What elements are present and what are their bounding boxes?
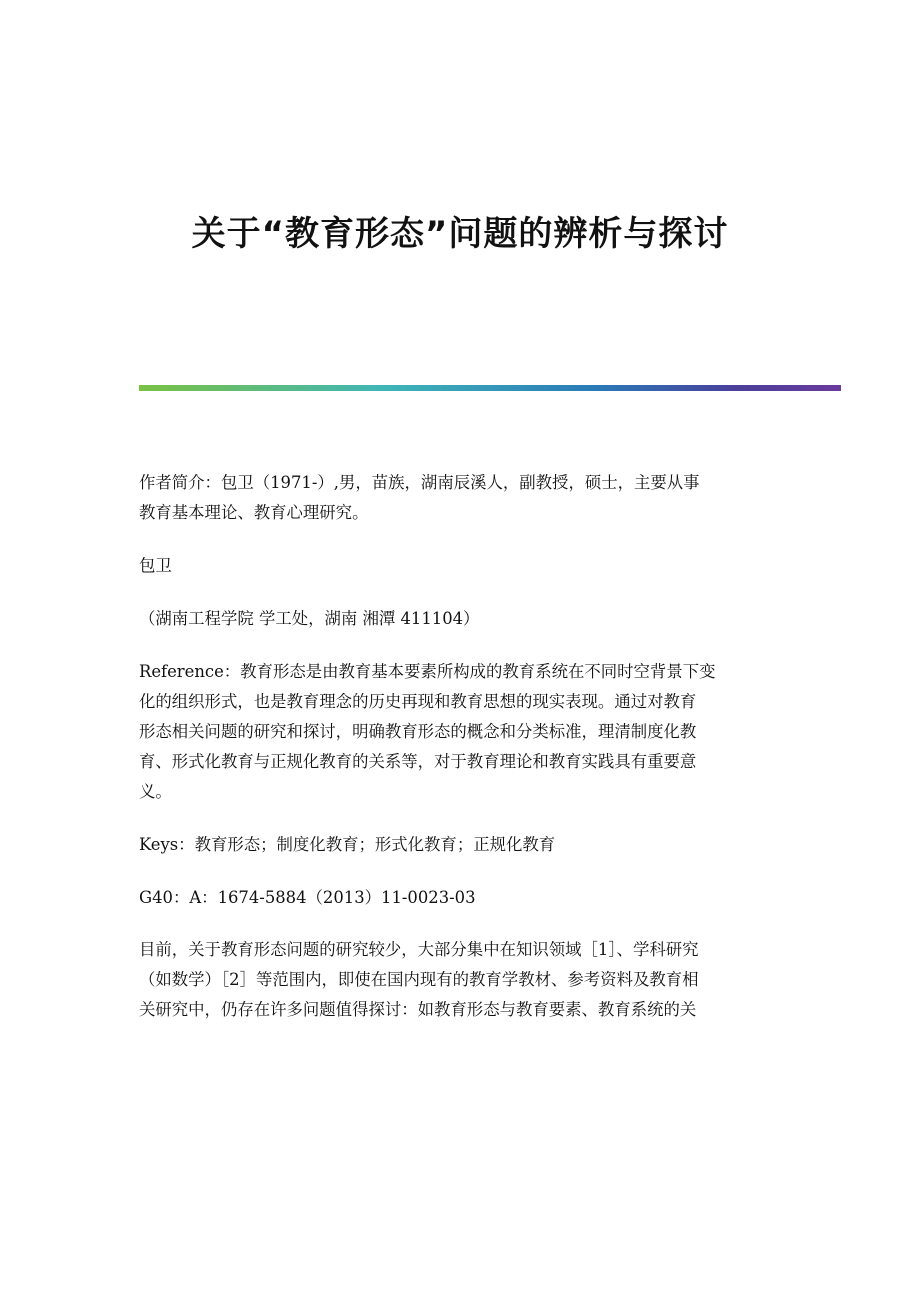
author-intro [139, 468, 779, 528]
author-name: 包卫 [139, 556, 172, 575]
classification-code: G40：A：1674-5884（2013）11-0023-03 [139, 888, 476, 907]
intro-line: （如数学）［2］等范围内，即使在国内现有的教育学教材、参考资料及教育相 [139, 970, 699, 989]
affiliation: （湖南工程学院 学工处，湖南 湘潭 411104） [139, 609, 480, 628]
intro-line: 关研究中，仍存在许多问题值得探讨：如教育形态与教育要素、教育系统的关 [139, 1000, 697, 1019]
abstract-line: 化的组织形式，也是教育理念的历史再现和教育思想的现实表现。通过对教育 [139, 692, 697, 711]
abstract-line: 育、形式化教育与正规化教育的关系等，对于教育理论和教育实践具有重要意 [139, 752, 697, 771]
intro-paragraph [139, 935, 779, 1025]
document-body [139, 468, 779, 1048]
author-intro-line: 作者简介：包卫（1971-）,男，苗族，湖南辰溪人，副教授，硕士，主要从事 [139, 473, 700, 492]
author-intro-line: 教育基本理论、教育心理研究。 [139, 503, 369, 522]
abstract-line: Reference：教育形态是由教育基本要素所构成的教育系统在不同时空背景下变 [139, 662, 716, 681]
abstract-line: 形态相关问题的研究和探讨，明确教育形态的概念和分类标准，理清制度化教 [139, 722, 697, 741]
title-divider [139, 385, 841, 391]
abstract-line: 义。 [139, 782, 172, 801]
keywords: Keys：教育形态；制度化教育；形式化教育；正规化教育 [139, 835, 556, 854]
intro-line: 目前，关于教育形态问题的研究较少，大部分集中在知识领域［1］、学科研究 [139, 940, 699, 959]
abstract [139, 657, 779, 807]
page-title: 关于“教育形态”问题的辨析与探讨 [191, 214, 729, 254]
